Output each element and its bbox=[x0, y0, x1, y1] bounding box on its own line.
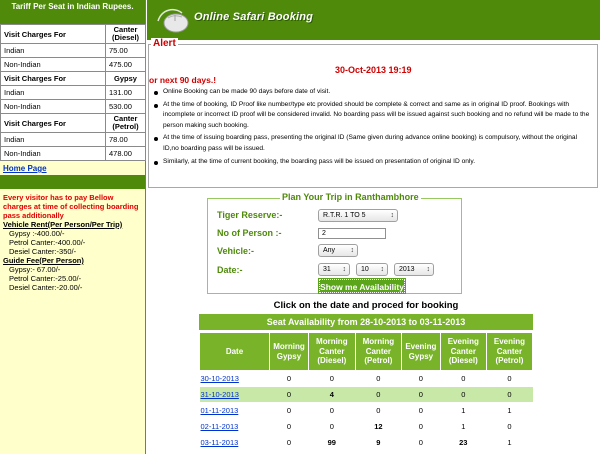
month-select[interactable] bbox=[356, 263, 388, 276]
seat-count: 0 bbox=[308, 419, 355, 435]
tariff-label: Indian bbox=[1, 133, 106, 147]
seat-count: 0 bbox=[308, 371, 355, 387]
bullet-icon bbox=[154, 137, 158, 141]
guide-fee-item: Gypsy:- 67.00/- bbox=[9, 265, 61, 274]
persons-input[interactable]: 2 bbox=[318, 228, 386, 239]
tariff-row bbox=[1, 147, 146, 161]
column-header: Evening Canter (Petrol) bbox=[486, 333, 532, 371]
seat-count: 0 bbox=[402, 387, 441, 403]
seat-availability-title: Seat Availability from 28-10-2013 to 03-11-2013 bbox=[199, 314, 533, 330]
seat-count: 0 bbox=[440, 387, 486, 403]
seat-count: 0 bbox=[270, 371, 309, 387]
chevron-updown-icon: ↕ bbox=[426, 266, 430, 273]
seat-count: 0 bbox=[402, 403, 441, 419]
seat-count: 0 bbox=[402, 371, 441, 387]
date-cell bbox=[200, 419, 270, 435]
vehicle-rent-heading: Vehicle Rent(Per Person/Per Trip) bbox=[3, 220, 123, 229]
seat-count: 1 bbox=[440, 403, 486, 419]
year-select[interactable] bbox=[394, 263, 434, 276]
seat-count: 9 bbox=[355, 435, 401, 451]
tariff-rate: 530.00 bbox=[106, 100, 146, 114]
alert-item-text: Online Booking can be made 90 days before date of visit. bbox=[163, 88, 331, 95]
date-link[interactable]: 02-11-2013 bbox=[200, 422, 239, 431]
date-label: Date:- bbox=[217, 265, 243, 275]
alert-item-text: Similarly, at the time of current booking, the boarding pass will be issued on presentation of original ID only. bbox=[163, 157, 476, 165]
column-header: Morning Gypsy bbox=[270, 333, 309, 371]
seat-count: 0 bbox=[402, 419, 441, 435]
charges-notice: Every visitor has to pay Bellow charges at time of collecting boarding pass additionally bbox=[3, 193, 139, 220]
seat-count: 0 bbox=[486, 371, 532, 387]
alert-list bbox=[153, 87, 593, 169]
tariff-row bbox=[1, 100, 146, 114]
sidebar bbox=[0, 0, 146, 454]
seat-count: 0 bbox=[486, 387, 532, 403]
section-vehicle: Gypsy bbox=[106, 72, 146, 86]
bullet-icon bbox=[154, 161, 158, 165]
seat-count: 12 bbox=[355, 419, 401, 435]
vehicle-value: Any bbox=[323, 247, 336, 254]
tariff-rate: 75.00 bbox=[106, 44, 146, 58]
table-row bbox=[200, 419, 533, 435]
day-value: 31 bbox=[323, 266, 331, 273]
persons-label: No of Person :- bbox=[217, 228, 282, 238]
seat-count: 0 bbox=[270, 387, 309, 403]
alert-box bbox=[148, 38, 598, 188]
bullet-icon bbox=[154, 91, 158, 95]
table-header-row bbox=[200, 333, 533, 371]
vehicle-rent-item: Petrol Canter:-400.00/- bbox=[9, 238, 86, 247]
seat-count: 1 bbox=[440, 419, 486, 435]
tariff-row bbox=[1, 133, 146, 147]
seat-count: 0 bbox=[355, 371, 401, 387]
column-header: Evening Gypsy bbox=[402, 333, 441, 371]
alert-item-text: At the time of booking, ID Proof like number/type etc provided should be complete & correct and same as in original ID proof. Bookings with incomplete or incorrect ID proof will be considered invalid. No boarding pass will be issued against such booking and no refund will be made to the person making such booking. bbox=[163, 100, 590, 129]
date-link[interactable]: 01-11-2013 bbox=[200, 406, 239, 415]
seat-availability-table bbox=[199, 332, 533, 451]
site-title: Online Safari Booking bbox=[194, 11, 314, 23]
tariff-rate: 478.00 bbox=[106, 147, 146, 161]
tariff-row bbox=[1, 44, 146, 58]
table-row bbox=[200, 435, 533, 451]
section-vehicle: Canter (Petrol) bbox=[106, 114, 146, 133]
guide-fee-heading: Guide Fee(Per Person) bbox=[3, 256, 84, 265]
chevron-updown-icon: ↕ bbox=[350, 247, 354, 254]
plan-trip-form bbox=[207, 192, 462, 294]
date-link[interactable]: 03-11-2013 bbox=[200, 438, 239, 447]
seat-count: 1 bbox=[486, 435, 532, 451]
seat-count: 0 bbox=[486, 419, 532, 435]
tariff-label: Indian bbox=[1, 86, 106, 100]
date-link[interactable]: 31-10-2013 bbox=[200, 390, 239, 399]
date-cell bbox=[200, 435, 270, 451]
booking-caption: Click on the date and proced for booking bbox=[273, 300, 459, 311]
vehicle-rent-item: Gypsy :-400.00/- bbox=[9, 229, 65, 238]
table-row bbox=[200, 371, 533, 387]
tariff-rate: 78.00 bbox=[106, 133, 146, 147]
seat-count: 0 bbox=[402, 435, 441, 451]
tiger-reserve-value: R.T.R. 1 TO 5 bbox=[323, 212, 366, 219]
table-row bbox=[200, 387, 533, 403]
column-header: Evening Canter (Diesel) bbox=[440, 333, 486, 371]
date-cell bbox=[200, 403, 270, 419]
site-header bbox=[147, 0, 600, 40]
seat-count: 23 bbox=[440, 435, 486, 451]
tiger-reserve-label: Tiger Reserve:- bbox=[217, 210, 283, 220]
home-page-link[interactable]: Home Page bbox=[0, 161, 145, 175]
seat-count: 0 bbox=[440, 371, 486, 387]
tariff-row bbox=[1, 86, 146, 100]
guide-fee-item: Petrol Canter:-25.00/- bbox=[9, 274, 82, 283]
alert-item bbox=[153, 157, 593, 168]
day-select[interactable] bbox=[318, 263, 350, 276]
guide-fee-item: Desiel Canter:-20.00/- bbox=[9, 283, 83, 292]
section-heading: Visit Charges For bbox=[1, 114, 106, 133]
seat-count: 0 bbox=[308, 403, 355, 419]
alert-item bbox=[153, 87, 593, 98]
bullet-icon bbox=[154, 104, 158, 108]
date-cell bbox=[200, 371, 270, 387]
chevron-updown-icon: ↕ bbox=[390, 212, 394, 219]
section-heading: Visit Charges For bbox=[1, 25, 106, 44]
seat-count: 0 bbox=[355, 387, 401, 403]
chevron-updown-icon: ↕ bbox=[380, 266, 384, 273]
seat-count: 0 bbox=[355, 403, 401, 419]
seat-count: 0 bbox=[270, 419, 309, 435]
seat-count: 0 bbox=[270, 403, 309, 419]
alert-title: Alert bbox=[153, 38, 176, 49]
vehicle-label: Vehicle:- bbox=[217, 246, 255, 256]
tariff-heading: Tariff Per Seat in Indian Rupees. bbox=[0, 0, 145, 24]
column-header: Morning Canter (Diesel) bbox=[308, 333, 355, 371]
date-link[interactable]: 30-10-2013 bbox=[200, 374, 239, 383]
show-availability-button[interactable]: Show me Availability bbox=[319, 279, 405, 293]
vehicle-select[interactable] bbox=[318, 244, 358, 257]
alert-item bbox=[153, 100, 593, 132]
sidebar-divider bbox=[0, 175, 145, 189]
column-header: Morning Canter (Petrol) bbox=[355, 333, 401, 371]
plan-trip-title: Plan Your Trip in Ranthambhore bbox=[282, 192, 419, 202]
alert-datetime: 30-Oct-2013 19:19 bbox=[335, 65, 412, 75]
column-header: Date bbox=[200, 333, 270, 371]
tiger-reserve-select[interactable] bbox=[318, 209, 398, 222]
alert-item-text: At the time of issuing boarding pass, presenting the original ID (Same given during advance online booking) is compulsory, without the original ID,no boarding pass will be issued. bbox=[163, 134, 578, 152]
section-vehicle: Canter (Diesel) bbox=[106, 25, 146, 44]
vehicle-rent-item: Desiel Canter:-350/- bbox=[9, 247, 77, 256]
tariff-section-header bbox=[1, 25, 146, 44]
alert-marquee: or next 90 days.! bbox=[149, 75, 217, 85]
tariff-table bbox=[0, 24, 146, 161]
year-value: 2013 bbox=[399, 266, 415, 273]
table-row bbox=[200, 403, 533, 419]
seat-count: 4 bbox=[308, 387, 355, 403]
tariff-row bbox=[1, 58, 146, 72]
date-cell bbox=[200, 387, 270, 403]
seat-count: 0 bbox=[270, 435, 309, 451]
tariff-rate: 131.00 bbox=[106, 86, 146, 100]
tariff-section-header bbox=[1, 114, 146, 133]
tariff-label: Non-Indian bbox=[1, 58, 106, 72]
alert-item bbox=[153, 133, 593, 154]
month-value: 10 bbox=[361, 266, 369, 273]
tariff-section-header bbox=[1, 72, 146, 86]
tariff-label: Non-Indian bbox=[1, 147, 106, 161]
tariff-label: Non-Indian bbox=[1, 100, 106, 114]
chevron-updown-icon: ↕ bbox=[342, 266, 346, 273]
mouse-icon bbox=[156, 5, 190, 35]
tariff-rate: 475.00 bbox=[106, 58, 146, 72]
seat-count: 99 bbox=[308, 435, 355, 451]
section-heading: Visit Charges For bbox=[1, 72, 106, 86]
tariff-label: Indian bbox=[1, 44, 106, 58]
seat-count: 1 bbox=[486, 403, 532, 419]
